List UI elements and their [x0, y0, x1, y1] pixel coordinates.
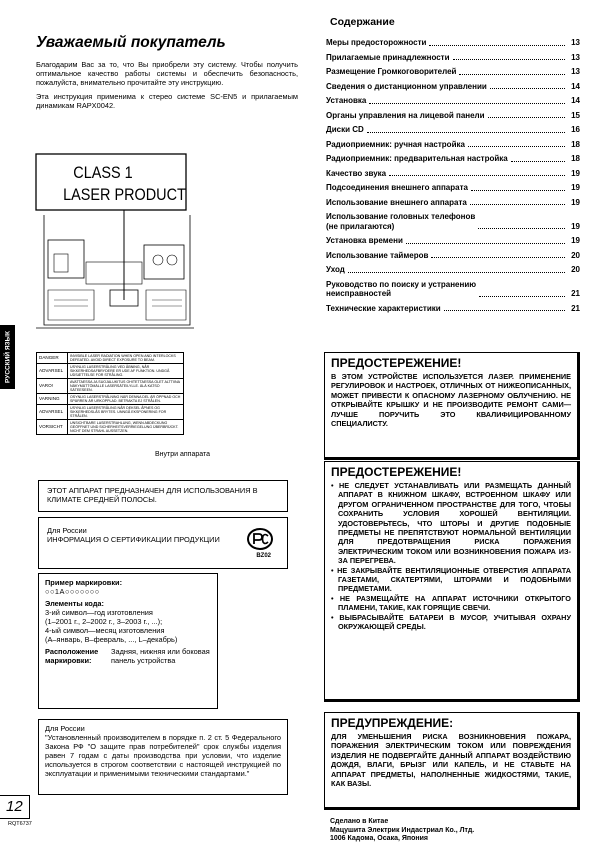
- toc-item: [326, 265, 580, 275]
- toc-leader-dots: [511, 161, 565, 162]
- law-text: "Установленный производителем в порядке п. 2 ст. 5 Федерального Закона РФ "О защите прав потребителей" срок службы изделия равен 7 годам с даты производства при условии, что изделие используется в строгом соответствии с настоящей инструкцией по эксплуатации и применимыми техническими стандартами.": [45, 733, 281, 778]
- ventilation-caution-box: [324, 461, 580, 702]
- document-code: RQT6737: [8, 821, 32, 827]
- toc-item-page: 19: [571, 197, 580, 207]
- caution-item: • НЕ СЛЕДУЕТ УСТАНАВЛИВАТЬ ИЛИ РАЗМЕЩАТЬ ДАННЫЙ АППАРАТ В КНИЖНОМ ШКАФУ, ВСТРОЕННОМ ШКАФУ ИЛИ ДРУГОМ ОГРАНИЧЕННОМ ПРОСТРАНСТВЕ ДЛЯ ТОГО, ЧТОБЫ СОХРАНИТЬ УСЛОВИЯ ХОРОШЕЙ ВЕНТИЛЯЦИИ. УДОСТОВЕРЬТЕСЬ, ЧТО ШТОРЫ И ДРУГИЕ ПОДОБНЫЕ ПРЕДМЕТЫ НЕ ПРЕПЯТСТВУЮТ НОРМАЛЬНОЙ ВЕНТИЛЯЦИИ ДЛЯ ПРЕДОТВРАЩЕНИЯ РИСКА ПОРАЖЕНИЯ ЭЛЕКТРИЧЕСКИМ ТОКОМ ИЛИ ВОЗНИКНОВЕНИЯ ПОЖАРА ИЗ-ЗА ПЕРЕГРЕВА.: [331, 481, 571, 566]
- warning-row: [37, 379, 184, 394]
- warning-text: USYNLIG LASERSTRÅLING VED ÅBNING, NÅR SIKKERHEDSAFBRYDERE ER UDE AF FUNKTION. UNDGÅ UDSÆTTELSE FOR STRÅLING.: [68, 364, 184, 379]
- toc-item: [326, 198, 580, 208]
- toc-item-page: 19: [571, 183, 580, 192]
- marking-box: [38, 573, 218, 709]
- toc-leader-dots: [468, 146, 565, 147]
- moisture-warning-box: [324, 712, 580, 810]
- marking-line: 4-ый символ—месяц изготовления: [45, 626, 165, 635]
- toc-item-page: 16: [571, 125, 580, 134]
- caution-text: В ЭТОМ УСТРОЙСТВЕ ИСПОЛЬЗУЕТСЯ ЛАЗЕР. ПРИМЕНЕНИЕ РЕГУЛИРОВОК И НАСТРОЕК, ОТЛИЧНЫХ ОТ НИЖЕОПИСАННЫХ, МОЖЕТ ПРИВЕСТИ К ОПАСНОМУ ЛАЗЕРНОМУ ОБЛУЧЕНИЮ. НЕ ОТКРЫВАЙТЕ КРЫШКУ И НЕ ПРОИЗВОДИТЕ РЕМОНТ САМИ—ЛУЧШЕ ПОРУЧИТЬ ЭТО КВАЛИФИЦИРОВАННОМУ СПЕЦИАЛИСТУ.: [331, 372, 571, 429]
- toc-item-page: 20: [571, 265, 580, 274]
- marking-example: ○○1А○○○○○○○: [45, 587, 100, 596]
- toc-item: [326, 96, 580, 106]
- toc-item-title: Сведения о дистанционном управлении: [326, 81, 487, 91]
- toc-item-title: Радиоприемник: предварительная настройка: [326, 154, 508, 163]
- toc-item: [326, 304, 580, 314]
- caution-item-text: НЕ РАЗМЕЩАЙТЕ НА АППАРАТ ИСТОЧНИКИ ОТКРЫТОГО ПЛАМЕНИ, ТАКИЕ, КАК ГОРЯЩИЕ СВЕЧИ.: [338, 593, 571, 613]
- intro-text: [36, 60, 298, 115]
- toc-item-title: Установка времени: [326, 236, 403, 245]
- warning-row: [37, 394, 184, 405]
- toc-item: [326, 38, 580, 48]
- toc-item: [326, 251, 580, 261]
- warning-key: ADVARSEL: [37, 364, 68, 379]
- toc-leader-dots: [444, 310, 565, 311]
- warning-text: UNSICHTBARE LASERSTRAHLUNG, WENN ABDECKUNG GEÖFFNET UND SICHERHEITSVERRIEGELUNG ÜBERBRÜCKT. NICHT DEM STRAHL AUSSETZEN.: [68, 420, 184, 435]
- toc-item-title: Органы управления на лицевой панели: [326, 110, 485, 120]
- warning-key: VARNING: [37, 394, 68, 405]
- toc-leader-dots: [478, 228, 565, 229]
- toc-item: [326, 154, 580, 164]
- toc-leader-dots: [348, 272, 565, 273]
- toc-leader-dots: [471, 190, 565, 191]
- laser-label-line1: CLASS 1: [73, 163, 133, 183]
- toc-item: [326, 53, 580, 63]
- caution-heading: ПРЕДОСТЕРЕЖЕНИЕ!: [331, 356, 462, 370]
- certification-box: [38, 517, 288, 569]
- toc-leader-dots: [453, 59, 565, 60]
- toc-item-title: Использование таймеров: [326, 250, 429, 260]
- toc-item: [326, 280, 580, 299]
- location-label: Расположение маркировки:: [45, 647, 99, 665]
- manufacturer-address: 1006 Кадома, Осака, Япония: [330, 835, 429, 842]
- table-of-contents: [326, 38, 580, 318]
- laser-caution-box: [324, 352, 580, 460]
- warning-key: VARO!: [37, 379, 68, 394]
- warning-text: AVATTAESSA JA SUOJALUKITUS OHITETTAESSA OLET ALTTIINA NÄKYMÄTTÖMÄLLE LASERSÄTEILYLLE. ÄLÄ KATSO SÄTEESEEN.: [68, 379, 184, 394]
- toc-item: [326, 111, 580, 121]
- warning-row: [37, 420, 184, 435]
- toc-item-title: Уход: [326, 265, 345, 274]
- manufacturer-info: [330, 818, 474, 844]
- made-in: Сделано в Китае: [330, 818, 389, 825]
- toc-item-title: Диски CD: [326, 125, 364, 134]
- marking-line: (1–2001 г., 2–2002 г., 3–2003 г., ...);: [45, 617, 163, 626]
- caution-list: [331, 481, 571, 632]
- toc-item-page: 14: [571, 81, 580, 91]
- toc-item-page: 15: [571, 110, 580, 120]
- device-diagram: [24, 150, 214, 340]
- toc-item-page: 13: [571, 38, 580, 47]
- caution-heading: ПРЕДОСТЕРЕЖЕНИЕ!: [331, 465, 462, 479]
- toc-item: [326, 82, 580, 92]
- toc-item-page: 13: [571, 67, 580, 76]
- toc-heading: Содержание: [330, 16, 395, 28]
- caution-item: • ВЫБРАСЫВАЙТЕ БАТАРЕИ В МУСОР, УЧИТЫВАЯ ОХРАНУ ОКРУЖАЮЩЕЙ СРЕДЫ.: [331, 612, 571, 632]
- warning-row: [37, 405, 184, 420]
- warning-text: INVISIBLE LASER RADIATION WHEN OPEN AND INTERLOCKS DEFEATED. AVOID DIRECT EXPOSURE TO BEAM.: [68, 353, 184, 364]
- warning-text: USYNLIG LASERSTRÅLING NÅR DEKSEL ÅPNES OG SIKKERHEDSLÅS BRYTES. UNNGÅ EKSPONERING FOR STRÅLEN.: [68, 405, 184, 420]
- toc-item-title: Использование головных телефонов (не прилагаются): [326, 212, 476, 231]
- caution-item-text: НЕ СЛЕДУЕТ УСТАНАВЛИВАТЬ ИЛИ РАЗМЕЩАТЬ ДАННЫЙ АППАРАТ В КНИЖНОМ ШКАФУ, ВСТРОЕННОМ ШКАФУ ИЛИ ДРУГОМ ОГРАНИЧЕННОМ ПРОСТРАНСТВЕ ДЛЯ ТОГО, ЧТОБЫ СОХРАНИТЬ УСЛОВИЯ ХОРОШЕЙ ВЕНТИЛЯЦИИ. УДОСТОВЕРЬТЕСЬ, ЧТО ШТОРЫ И ДРУГИЕ ПОДОБНЫЕ ПРЕДМЕТЫ НЕ ПРЕПЯТСТВУЮТ НОРМАЛЬНОЙ ВЕНТИЛЯЦИИ ДЛЯ ПРЕДОТВРАЩЕНИЯ РИСКА ПОРАЖЕНИЯ ЭЛЕКТРИЧЕСКИМ ТОКОМ ИЛИ ВОЗНИКНОВЕНИЯ ПОЖАРА ИЗ-ЗА ПЕРЕГРЕВА.: [338, 481, 571, 566]
- toc-leader-dots: [389, 175, 565, 176]
- caution-item-text: ВЫБРАСЫВАЙТЕ БАТАРЕИ В МУСОР, УЧИТЫВАЯ ОХРАНУ ОКРУЖАЮЩЕЙ СРЕДЫ.: [338, 612, 571, 632]
- caution-item: • НЕ ЗАКРЫВАЙТЕ ВЕНТИЛЯЦИОННЫЕ ОТВЕРСТИЯ АППАРАТА ГАЗЕТАМИ, СКАТЕРТЯМИ, ШТОРАМИ И ПОДОБНЫМИ ПРЕДМЕТАМИ.: [331, 565, 571, 594]
- toc-leader-dots: [470, 204, 565, 205]
- toc-item-title: Установка: [326, 96, 367, 105]
- location-text: Задняя, нижняя или боковая панель устройства: [111, 647, 210, 665]
- service-life-box: [38, 719, 288, 795]
- toc-item-page: 20: [571, 250, 580, 260]
- toc-item-page: 19: [571, 236, 580, 245]
- toc-leader-dots: [367, 132, 565, 133]
- toc-item: [326, 236, 580, 246]
- toc-item-title: Размещение Громкоговорителей: [326, 67, 457, 76]
- toc-item-title: Технические характеристики: [326, 303, 441, 313]
- warning-text: OSYNLIG LASERSTRÅLNING NÄR DENNA DEL ÄR ÖPPNAD OCH SPÄRREN ÄR URKOPPLAD. BETRAKTA EJ STRÅLEN.: [68, 394, 184, 405]
- warning-key: ADVARSEL: [37, 405, 68, 420]
- page-title: Уважаемый покупатель: [36, 34, 226, 51]
- warning-row: [37, 364, 184, 379]
- toc-leader-dots: [406, 243, 565, 244]
- toc-item-title: Руководство по поиску и устранению неисправностей: [326, 279, 477, 298]
- laser-warning-label: [36, 352, 184, 435]
- marking-line: 3-ий символ—год изготовления: [45, 608, 153, 617]
- toc-item: [326, 212, 580, 231]
- toc-item-page: 18: [571, 139, 580, 149]
- toc-leader-dots: [490, 88, 565, 89]
- warning-heading: ПРЕДУПРЕЖДЕНИЕ:: [331, 716, 454, 730]
- toc-leader-dots: [479, 296, 565, 297]
- toc-item-title: Качество звука: [326, 168, 387, 178]
- caution-item-text: НЕ ЗАКРЫВАЙТЕ ВЕНТИЛЯЦИОННЫЕ ОТВЕРСТИЯ АППАРАТА ГАЗЕТАМИ, СКАТЕРТЯМИ, ШТОРАМИ И ПОДОБНЫМИ ПРЕДМЕТАМИ.: [337, 565, 571, 594]
- toc-leader-dots: [488, 117, 565, 118]
- marking-heading: Пример маркировки:: [45, 578, 123, 587]
- caution-item: • НЕ РАЗМЕЩАЙТЕ НА АППАРАТ ИСТОЧНИКИ ОТКРЫТОГО ПЛАМЕНИ, ТАКИЕ, КАК ГОРЯЩИЕ СВЕЧИ.: [331, 593, 571, 613]
- toc-item-title: Прилагаемые принадлежности: [326, 52, 450, 62]
- toc-item-title: Радиоприемник: ручная настройка: [326, 139, 465, 149]
- inside-caption: Внутри аппарата: [155, 451, 211, 458]
- manufacturer-name: Мацушита Электрик Индастриал Ко., Лтд.: [330, 826, 475, 834]
- toc-leader-dots: [429, 45, 565, 46]
- toc-item-page: 14: [571, 96, 580, 105]
- warning-key: DANGER: [37, 353, 68, 364]
- warning-key: VORSICHT: [37, 420, 68, 435]
- language-tab-label: РУССКИЙ ЯЗЫК: [4, 331, 11, 383]
- toc-item-page: 19: [571, 168, 580, 178]
- warning-text: ДЛЯ УМЕНЬШЕНИЯ РИСКА ВОЗНИКНОВЕНИЯ ПОЖАРА, ПОРАЖЕНИЯ ЭЛЕКТРИЧЕСКИМ ТОКОМ ИЛИ ПОВРЕЖДЕНИЯ ИЗДЕЛИЯ НЕ ПОДВЕРГАЙТЕ ДАННЫЙ АППАРАТ ВОЗДЕЙСТВИЮ ДОЖДЯ, ВЛАГИ, БРЫЗГ ИЛИ КАПЕЛЬ, И НЕ СТАВЬТЕ НА АППАРАТ ПРЕДМЕТЫ, НАПОЛНЕННЫЕ ЖИДКОСТЯМИ, ТАКИЕ, КАК ВАЗЫ.: [331, 732, 571, 789]
- toc-item-title: Меры предосторожности: [326, 38, 427, 47]
- toc-item-page: 21: [571, 303, 580, 313]
- toc-item-page: 21: [571, 289, 580, 298]
- climate-notice: ЭТОТ АППАРАТ ПРЕДНАЗНАЧЕН ДЛЯ ИСПОЛЬЗОВАНИЯ В КЛИМАТЕ СРЕДНЕЙ ПОЛОСЫ.: [38, 480, 288, 512]
- page-number: 12: [0, 795, 30, 819]
- toc-item: [326, 140, 580, 150]
- toc-leader-dots: [459, 74, 565, 75]
- cert-code: BZ02: [256, 553, 271, 559]
- toc-item-title: Использование внешнего аппарата: [326, 197, 467, 207]
- elements-heading: Элементы кода:: [45, 599, 104, 608]
- marking-location: [45, 647, 211, 665]
- toc-leader-dots: [431, 257, 565, 258]
- laser-label-line2: LASER PRODUCT: [63, 185, 186, 205]
- law-region: Для России: [45, 724, 85, 733]
- marking-line: (А–январь, В–февраль, ..., L–декабрь): [45, 635, 178, 644]
- toc-item: [326, 183, 580, 193]
- toc-item: [326, 125, 580, 135]
- intro-paragraph: Эта инструкция применима к стерео системе SC-EN5 и прилагаемым динамикам RAPX0042.: [36, 92, 298, 110]
- toc-item-page: 18: [571, 154, 580, 163]
- intro-paragraph: Благодарим Вас за то, что Вы приобрели эту систему. Чтобы получить оптимальное качество работы системы и обеспечить безопасность, пожалуйста, внимательно прочитайте эту инструкцию.: [36, 60, 298, 87]
- toc-item: [326, 67, 580, 77]
- toc-item-page: 19: [571, 221, 580, 231]
- toc-item-title: Подсоединения внешнего аппарата: [326, 183, 468, 192]
- toc-item-page: 13: [571, 52, 580, 62]
- rst-certification-icon: [247, 528, 273, 550]
- language-tab: [0, 325, 15, 389]
- warning-row: [37, 353, 184, 364]
- cert-region: Для России: [47, 526, 87, 535]
- toc-item: [326, 169, 580, 179]
- cert-text: ИНФОРМАЦИЯ О СЕРТИФИКАЦИИ ПРОДУКЦИИ: [47, 535, 220, 544]
- toc-leader-dots: [369, 103, 565, 104]
